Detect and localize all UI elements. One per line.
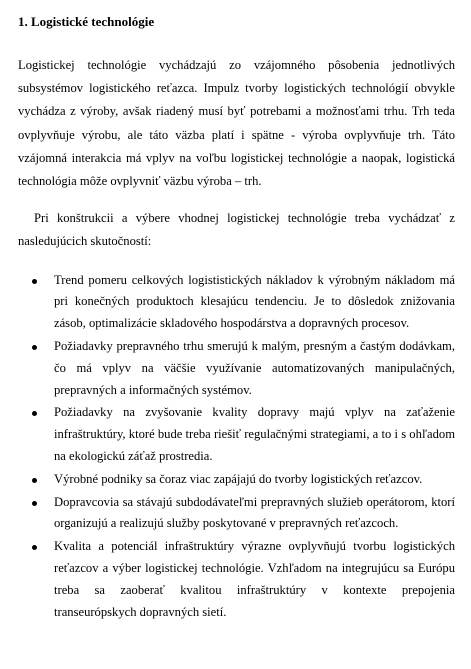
lead-in-paragraph: Pri konštrukcii a výbere vhodnej logistickej technológie treba vychádzať z nasledujúcich skutočností: [18,211,455,249]
bullet-icon [32,411,37,416]
section-heading: 1. Logistické technológie [18,14,155,29]
list-item-text: Požiadavky na zvyšovanie kvality dopravy majú vplyv na zaťaženie infraštruktúry, ktoré bude treba riešiť regulačnými strategiami, a to i s ohľadom na ekologickú záťaž prostredia. [54,405,455,463]
list-item-text: Kvalita a potenciál infraštruktúry výrazne ovplyvňujú tvorbu logistických reťazcov a výber logistickej technológie. Vzhľadom na integrujúcu sa Európu treba sa zaoberať kvalitou infraštruktúry v kontexte prepojenia transeurópskych dopravných sietí. [54,539,455,619]
list-item-text: Dopravcovia sa stávajú subdodávateľmi prepravných služieb operátorom, ktorí organizujú a realizujú služby poskytované v prepravných reťazcoch. [54,494,455,531]
bullet-icon [32,478,37,483]
list-item [54,469,455,491]
list-item [54,270,455,335]
bullet-icon [32,345,37,350]
bullet-icon [32,279,37,284]
list-item-text: Trend pomeru celkových logististických nákladov k výrobným nákladom má pri konečných produktoch klesajúcu tendenciu. Je to dôsledok znižovania zásob, optimalizácie skladového hospodárstva a dopravných procesov. [54,272,455,331]
bullet-icon [32,501,37,506]
document-page [18,12,455,624]
list-item [54,492,455,536]
list-item-text: Požiadavky prepravného trhu smerujú k malým, presným a častým dodávkam, čo má vplyv na väčšie využívanie automatizovaných manipulačných, prepravných a informačných systémov. [54,339,455,397]
bullet-icon [32,545,37,550]
intro-paragraph: Logistickej technológie vychádzajú zo vzájomného pôsobenia jednotlivých subsystémov logistického reťazca. Impulz tvorby logistických technológií obvykle vychádza z výroby, avšak riadený musí byť potrebami a možnosťami trhu. Trh teda ovplyvňuje výrobu, ale táto väzba platí i spätne - výroba ovplyvňuje trh. Táto vzájomná interakcia má vplyv na voľbu logistickej technológie a naopak, logistická technológia môže ovplyvniť väzbu výroba – trh. [18,58,455,189]
list-item [54,536,455,623]
bullet-list [18,270,455,624]
list-item [54,336,455,401]
list-item-text: Výrobné podniky sa čoraz viac zapájajú do tvorby logistických reťazcov. [54,471,423,486]
list-item [54,402,455,467]
